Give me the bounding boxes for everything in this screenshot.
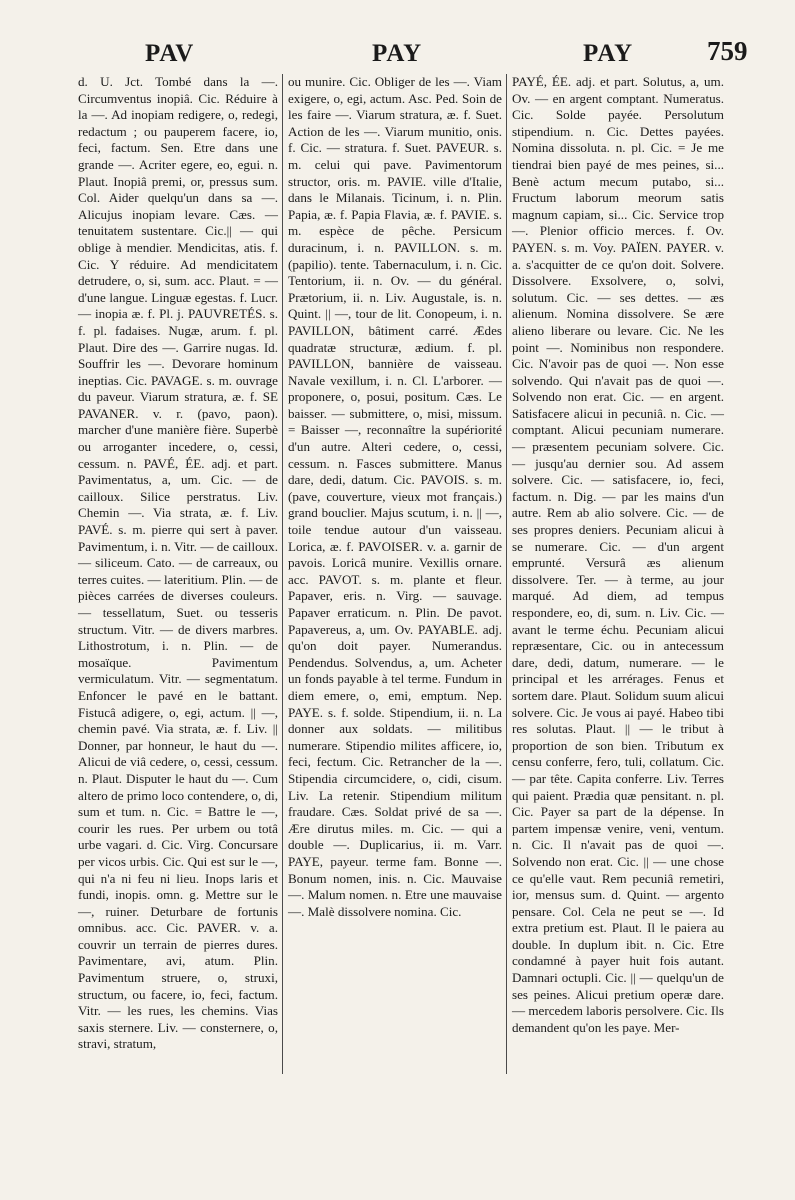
column-left: [78, 74, 278, 1053]
running-head-center: PAY: [372, 40, 423, 67]
page-number: 759: [707, 36, 748, 66]
column-rule-1: [282, 74, 283, 1074]
column-middle: [288, 74, 502, 920]
running-head-left: PAV: [145, 40, 195, 67]
column-middle-text: ou munire. Cic. Obliger de les —. Viam exigere, o, egi, actum. Asc. Ped. Soin de les faire —. Viarum stratura, æ. f. Suet. Action de les —. Viarum munitio, onis. f. Cic. — stratura. f. Suet. PAVEUR. s. m. celui qui pave. Pavimentorum structor, oris. m. PAVIE. ville d'Italie, dans le Milanais. Ticinum, i. n. Plin. Papia, æ. f. Papia Flavia, æ. f. PAVIE. s. m. espèce de pêche. Persicum duracinum, i. n. PAVILLON. s. m. (papilio). tente. Tabernaculum, i. n. Cic. Tentorium, ii. n. Ov. — du général. Prætorium, ii. n. Liv. Augustale, is. n. Quint. || —, tour de lit. Conopeum, i. n. PAVILLON, bâtiment carré. Ædes quadratæ structuræ, ædium. f. pl. PAVILLON, bannière de vaisseau. Navale vexillum, i. n. Cl. L'arborer. — proponere, o, posui, positum. Cæs. Le baisser. — submittere, o, misi, missum. = Baisser —, reconnaître la supériorité d'un autre. Alteri cedere, o, cessi, cessum. n. Fasces submittere. Manus dare, dedi, datum. Cic. PAVOIS. s. m. (pave, couverture, vieux mot français.) grand bouclier. Majus scutum, i. n. || —, toile tendue autour d'un vaisseau. Lorica, æ. f. PAVOISER. v. a. garnir de pavois. Loricâ munire. Vexillis ornare. acc. PAVOT. s. m. plante et fleur. Papaver, eris. n. Virg. — sauvage. Papaver erraticum. n. Plin. De pavot. Papavereus, a, um. Ov. PAYABLE. adj. qu'on doit payer. Numerandus. Pendendus. Solvendus, a, um. Acheter un fonds payable à tel terme. Fundum in diem emere, o, emi, emptum. Nep. PAYE. s. f. solde. Stipendium, ii. n. La donner aux soldats. — militibus numerare. Stipendio milites afficere, io, feci, fectum. Cic. Retrancher de la —. Stipendia circumcidere, o, cidi, cisum. Liv. La retenir. Stipendium militum fraudare. Cæs. Soldat privé de sa —. Ære dirutus miles. m. Cic. — qui a double —. Duplicarius, ii. m. Varr. PAYE, payeur. terme fam. Bonne —. Bonum nomen, inis. n. Cic. Mauvaise —. Malum nomen. n. Etre une mauvaise —. Malè dissolvere nomina. Cic.: [288, 74, 502, 919]
column-right: [512, 74, 724, 1036]
column-left-text: d. U. Jct. Tombé dans la —. Circumventus inopiâ. Cic. Réduire à la —. Ad inopiam redigere, o, redegi, redactum ; ou pauperem facere, io, feci, factum. Sen. Etre dans une grande —. Acriter egere, eo, egui. n. Plaut. Inopiâ premi, or, pressus sum. Col. Aider quelqu'un dans sa —. Alicujus inopiam levare. Cæs. — tenuitatem sustentare. Cic.|| — qui oblige à mendier. Mendicitas, atis. f. Cic. Y réduire. Ad mendicitatem detrudere, o, si, sum. acc. Plaut. = — d'une langue. Linguæ egestas. f. Lucr. — inopia æ. f. Pl. j. PAUVRETÉS. s. f. pl. fadaises. Nugæ, arum. f. pl. Plaut. Dire des —. Garrire nugas. Id. Souffrir les —. Devorare hominum ineptias. Cic. PAVAGE. s. m. ouvrage du paveur. Viarum stratura, æ. f. SE PAVANER. v. r. (pavo, paon). marcher d'une manière fière. Superbè ou arroganter incedere, o, cessi, cessum. n. PAVÉ, ÉE. adj. et part. Pavimentatus, a, um. Cic. — de cailloux. Silice perstratus. Liv. Chemin —. Via strata, æ. f. Liv. PAVÉ. s. m. pierre qui sert à paver. Pavimentum, i. n. Vitr. — de cailloux. — siliceum. Cato. — de carreaux, ou terres cuites. — lateritium. Plin. — de pièces carrées de diverses couleurs. — tessellatum, Suet. ou tesseris structum. Vitr. — de divers marbres. Lithostrotum, i. n. Plin. — de mosaïque. Pavimentum vermiculatum. Vitr. — segmentatum. Enfoncer le pavé en le battant. Fistucâ adigere, o, egi, actum. || —, chemin pavé. Via strata, æ. f. Liv. || Donner, par honneur, le haut du —. Alicui de viâ cedere, o, cessi, cessum. n. Plaut. Disputer le haut du —. Cum altero de primo loco contendere, o, di, sum et tum. n. Cic. = Battre le —, courir les rues. Per urbem ou totâ urbe vagari. d. Cic. Virg. Concursare per vicos urbis. Cic. Qui est sur le —, qui n'a ni feu ni lieu. Inops laris et fundi, inopis. omn. g. Mettre sur le —, ruiner. Deturbare de fortunis omnibus. acc. Cic. PAVER. v. a. couvrir un terrain de pierres dures. Pavimentare, avi, atum. Plin. Pavimentum struere, o, struxi, structum, ou facere, io, feci, factum. Vitr. — les rues, les chemins. Vias saxis sternere. Liv. — consternere, o, stravi, stratum,: [78, 74, 278, 1052]
column-rule-2: [506, 74, 507, 1074]
running-head-right: PAY: [583, 40, 634, 67]
column-right-text: PAYÉ, ÉE. adj. et part. Solutus, a, um. Ov. — en argent comptant. Numeratus. Cic. Solde payée. Persolutum stipendium. n. Cic. Dettes payées. Nomina dissoluta. n. pl. Cic. = Je me tiendrai bien payé de mes peines, si... Benè actum mecum putabo, si... Fructum laborum meorum satis magnum capiam, si... Cic. Service trop —. Plenior officio merces. f. Ov. PAYEN. s. m. Voy. PAÏEN. PAYER. v. a. s'acquitter de ce qu'on doit. Solvere. Dissolvere. Exsolvere, o, solvi, solutum. Cic. — ses dettes. — æs alienum. Nomina dissolvere. Se ære alieno liberare ou levare. Cic. Ne les point —. Nominibus non respondere. Cic. N'avoir pas de quoi —. Non esse solvendo. Qui n'avait pas de quoi —. Solvendo non erat. Cic. — en argent. Satisfacere alicui in pecuniâ. n. Cic. — comptant. Alicui pecuniam numerare. — præsentem pecuniam solvere. Cic. — jusqu'au dernier sou. Ad assem solvere. Cic. — satisfacere, io, feci, factum. n. Dig. — par les mains d'un autre. Rem ab alio solvere. Cic. — de ses propres deniers. Pecuniam alicui à se numerare. Cic. — d'un argent emprunté. Versurâ æs alienum dissolvere. Ter. — à terme, au jour marqué. Ad diem, ad tempus respondere, eo, di, sum. n. Liv. Cic. — avant le terme échu. Pecuniam alicui repræsentare, Cic. ou in antecessum dare, dedi, datum, numerare. — le principal et les arrérages. Fenus et sortem dare. Plaut. Solidum suum alicui solvere. Cic. Je vous ai payé. Habeo tibi res solutas. Plaut. || — le tribut à proportion de son bien. Tributum ex censu conferre, fero, tuli, collatum. Cic. — par tête. Capita conferre. Liv. Terres qui paient. Prædia quæ pensitant. n. pl. Cic. Payer sa part de la dépense. In partem impensæ venire, veni, ventum. n. Cic. Il n'avait pas de quoi —. Solvendo non erat. Cic. || — une chose ce qu'elle vaut. Rem pecuniâ remetiri, ior, mensus sum. d. Quint. — argento pensare. Col. Cela ne peut se —. Id extra pretium est. Plaut. Il le paiera au double. In duplum ibit. n. Cic. Etre condamné à payer huit fois autant. Damnari octupli. Cic. || — quelqu'un de ses peines. Alicui pretium operæ dare. — mercedem laboris persolvere. Cic. Ils demandent qu'on les paye. Mer-: [512, 74, 724, 1035]
